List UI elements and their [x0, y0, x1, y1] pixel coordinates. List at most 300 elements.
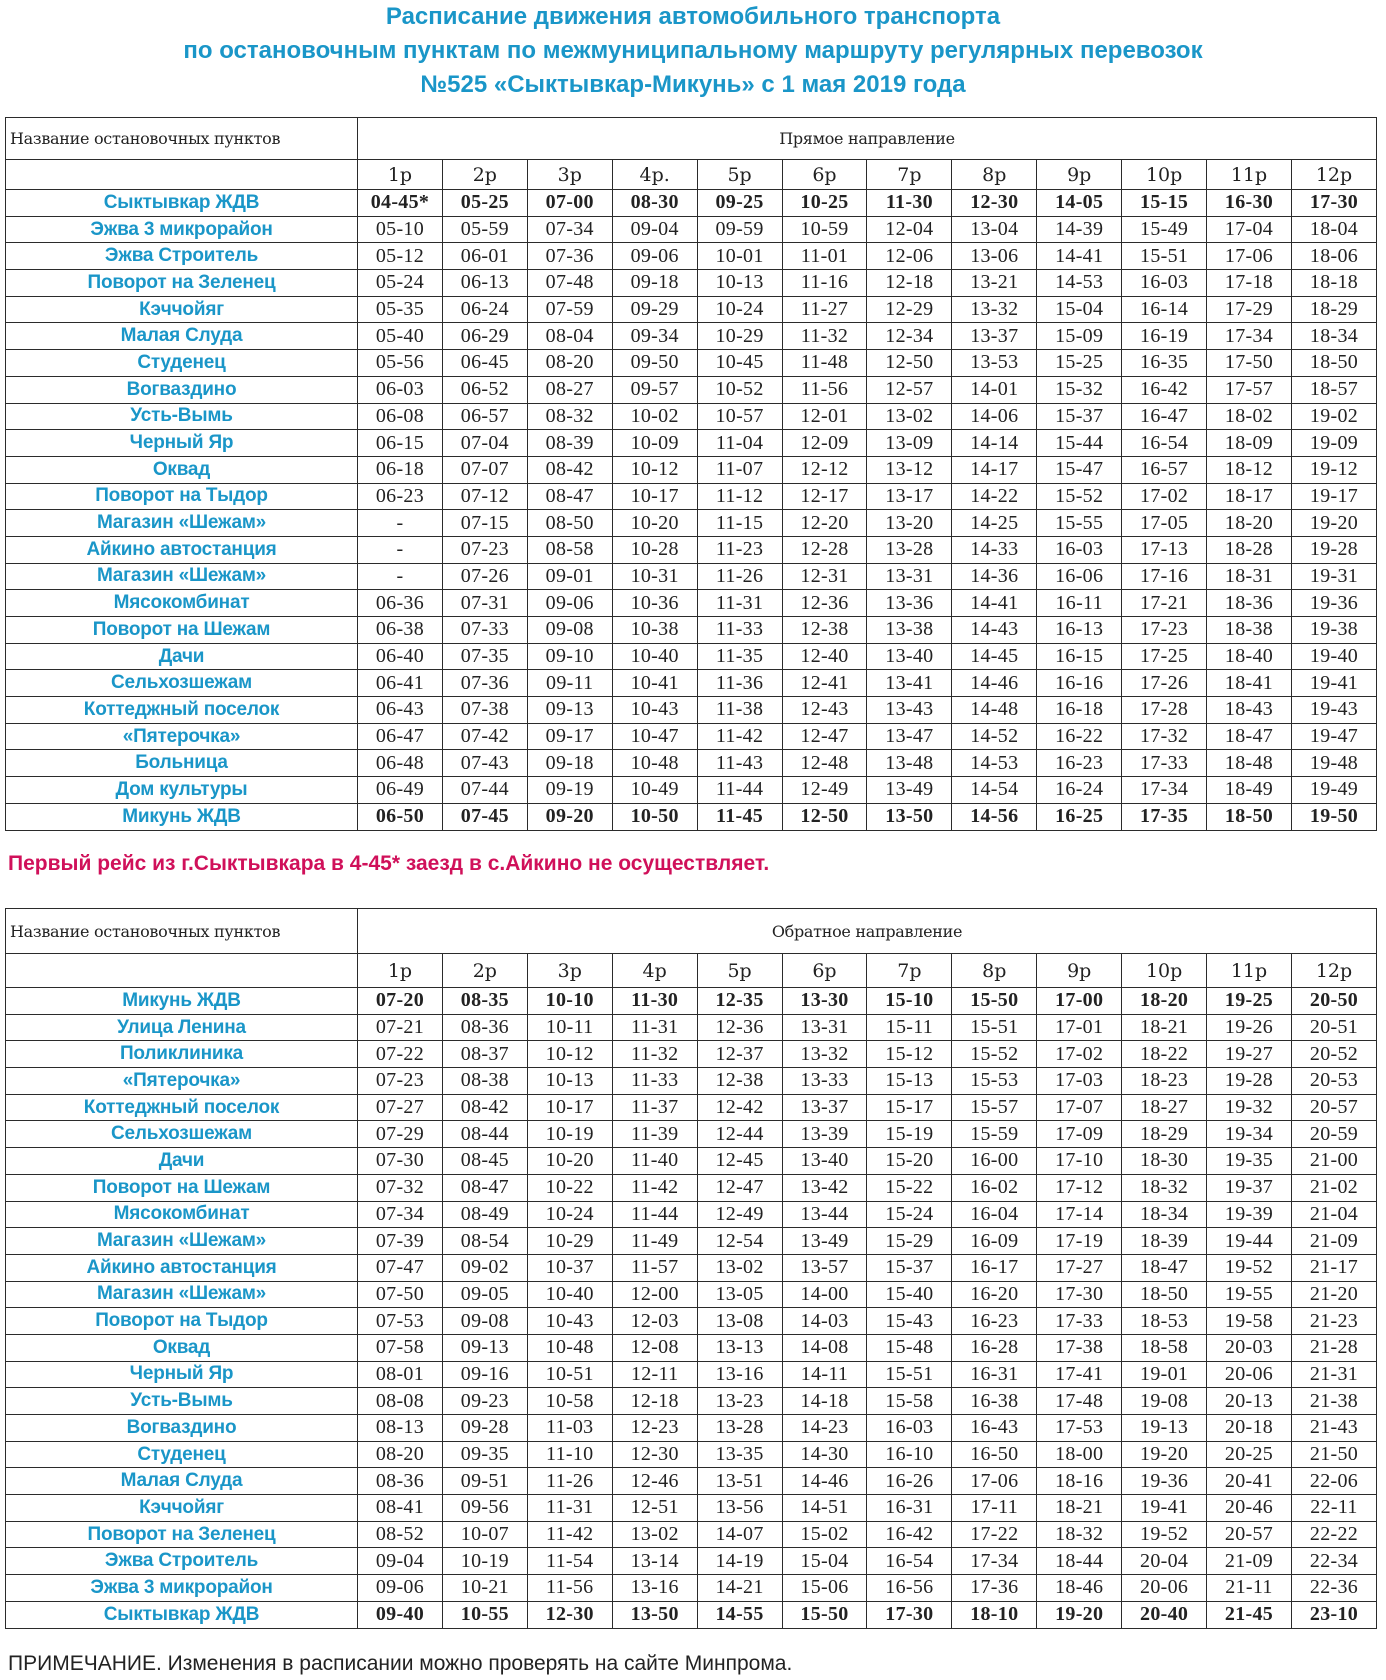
time-cell: 19-36 [1291, 590, 1376, 617]
empty-header-cell [6, 954, 358, 988]
time-cell: 14-03 [782, 1308, 867, 1335]
stop-name: Дом культуры [6, 777, 358, 804]
time-cell: 20-04 [1122, 1548, 1207, 1575]
time-cell: 17-34 [1207, 323, 1292, 350]
time-cell: 19-49 [1291, 777, 1376, 804]
time-cell: 15-15 [1122, 190, 1207, 217]
time-cell: 12-29 [867, 296, 952, 323]
time-cell: 12-41 [782, 670, 867, 697]
time-cell: 12-45 [697, 1148, 782, 1175]
time-cell: 07-23 [442, 536, 527, 563]
time-cell: 11-12 [697, 483, 782, 510]
time-cell: 11-45 [697, 803, 782, 830]
time-cell: 10-47 [612, 723, 697, 750]
stop-name: «Пятерочка» [6, 723, 358, 750]
run-header: 3р [527, 954, 612, 988]
time-cell: 19-52 [1122, 1521, 1207, 1548]
time-cell: 19-01 [1122, 1361, 1207, 1388]
stop-name: Оквад [6, 456, 358, 483]
time-cell: 13-16 [612, 1575, 697, 1602]
time-cell: 10-28 [612, 536, 697, 563]
time-cell: 13-49 [867, 777, 952, 804]
time-cell: 09-10 [527, 643, 612, 670]
time-cell: 15-25 [1037, 350, 1122, 377]
time-cell: 06-15 [358, 430, 443, 457]
time-cell: 12-31 [782, 563, 867, 590]
time-cell: 17-18 [1207, 270, 1292, 297]
time-cell: 13-37 [782, 1094, 867, 1121]
time-cell: 13-32 [782, 1041, 867, 1068]
time-cell: 18-23 [1122, 1068, 1207, 1095]
time-cell: 12-09 [782, 430, 867, 457]
time-cell: 20-46 [1207, 1495, 1292, 1522]
time-cell: 08-44 [442, 1121, 527, 1148]
time-cell: 10-37 [527, 1254, 612, 1281]
time-cell: 21-17 [1291, 1254, 1376, 1281]
time-cell: 16-47 [1122, 403, 1207, 430]
time-cell: 11-48 [782, 350, 867, 377]
time-cell: 14-46 [782, 1468, 867, 1495]
time-cell: 05-35 [358, 296, 443, 323]
table-row [6, 1121, 1377, 1148]
time-cell: 11-43 [697, 750, 782, 777]
time-cell: 13-05 [697, 1281, 782, 1308]
table-row [6, 777, 1377, 804]
time-cell: 10-17 [612, 483, 697, 510]
time-cell: 18-12 [1207, 456, 1292, 483]
time-cell: 20-52 [1291, 1041, 1376, 1068]
time-cell: 16-03 [1122, 270, 1207, 297]
stop-name: Эжва Строитель [6, 1548, 358, 1575]
time-cell: 17-21 [1122, 590, 1207, 617]
time-cell: 12-50 [782, 803, 867, 830]
time-cell: 13-53 [952, 350, 1037, 377]
footer-note: ПРИМЕЧАНИЕ. Изменения в расписании можно проверять на сайте Минпрома. [8, 1652, 793, 1675]
time-cell: 06-48 [358, 750, 443, 777]
run-header: 3р [527, 160, 612, 190]
time-cell: 19-08 [1122, 1388, 1207, 1415]
time-cell: 14-52 [952, 723, 1037, 750]
time-cell: 19-47 [1291, 723, 1376, 750]
time-cell: 06-50 [358, 803, 443, 830]
time-cell: 06-41 [358, 670, 443, 697]
time-cell: 12-57 [867, 376, 952, 403]
time-cell: 15-43 [867, 1308, 952, 1335]
time-cell: 11-57 [612, 1254, 697, 1281]
time-cell: 14-00 [782, 1281, 867, 1308]
time-cell: 11-15 [697, 510, 782, 537]
time-cell: 19-28 [1207, 1068, 1292, 1095]
time-cell: 12-17 [782, 483, 867, 510]
time-cell: 07-07 [442, 456, 527, 483]
time-cell: 11-27 [782, 296, 867, 323]
time-cell: 07-45 [442, 803, 527, 830]
time-cell: 07-35 [442, 643, 527, 670]
time-cell: 13-28 [867, 536, 952, 563]
time-cell: 15-29 [867, 1228, 952, 1255]
stop-name: Поворот на Тыдор [6, 1308, 358, 1335]
time-cell: 12-06 [867, 243, 952, 270]
time-cell: 12-00 [612, 1281, 697, 1308]
table-row [6, 216, 1377, 243]
run-header: 4р. [612, 160, 697, 190]
time-cell: 15-51 [867, 1361, 952, 1388]
time-cell: 17-53 [1037, 1415, 1122, 1442]
time-cell: 06-18 [358, 456, 443, 483]
time-cell: 15-09 [1037, 323, 1122, 350]
time-cell: 15-04 [782, 1548, 867, 1575]
time-cell: 18-34 [1291, 323, 1376, 350]
time-cell: 18-34 [1122, 1201, 1207, 1228]
time-cell: 17-29 [1207, 296, 1292, 323]
time-cell: 07-00 [527, 190, 612, 217]
stop-name: Эжва 3 микрорайон [6, 216, 358, 243]
page-title [0, 0, 1386, 102]
empty-header-cell [6, 160, 358, 190]
time-cell: 11-10 [527, 1441, 612, 1468]
time-cell: 06-49 [358, 777, 443, 804]
table-row [6, 430, 1377, 457]
stop-name: Коттеджный поселок [6, 1094, 358, 1121]
time-cell: 10-31 [612, 563, 697, 590]
time-cell: 11-31 [612, 1014, 697, 1041]
time-cell: 08-36 [442, 1014, 527, 1041]
time-cell: 12-48 [782, 750, 867, 777]
time-cell: 17-10 [1037, 1148, 1122, 1175]
stop-name: Оквад [6, 1334, 358, 1361]
time-cell: 11-32 [612, 1041, 697, 1068]
time-cell: 09-35 [442, 1441, 527, 1468]
time-cell: 17-41 [1037, 1361, 1122, 1388]
time-cell: 09-02 [442, 1254, 527, 1281]
table-row [6, 750, 1377, 777]
time-cell: 16-23 [1037, 750, 1122, 777]
time-cell: 13-37 [952, 323, 1037, 350]
time-cell: 10-55 [442, 1601, 527, 1628]
time-cell: 15-51 [952, 1014, 1037, 1041]
time-cell: 20-50 [1291, 988, 1376, 1015]
time-cell: 11-26 [527, 1468, 612, 1495]
stop-name: Эжва 3 микрорайон [6, 1575, 358, 1602]
table-row [6, 670, 1377, 697]
time-cell: 07-42 [442, 723, 527, 750]
time-cell: 20-18 [1207, 1415, 1292, 1442]
time-cell: 11-31 [697, 590, 782, 617]
time-cell: 20-57 [1291, 1094, 1376, 1121]
time-cell: 14-39 [1037, 216, 1122, 243]
time-cell: 10-12 [612, 456, 697, 483]
time-cell: 18-57 [1291, 376, 1376, 403]
stop-name: «Пятерочка» [6, 1068, 358, 1095]
time-cell: 14-05 [1037, 190, 1122, 217]
time-cell: 14-25 [952, 510, 1037, 537]
time-cell: 13-44 [782, 1201, 867, 1228]
table-row [6, 1521, 1377, 1548]
time-cell: 15-37 [867, 1254, 952, 1281]
forward-schedule-table [5, 117, 1377, 831]
time-cell: 11-56 [527, 1575, 612, 1602]
time-cell: 15-44 [1037, 430, 1122, 457]
time-cell: 19-37 [1207, 1174, 1292, 1201]
time-cell: 18-30 [1122, 1148, 1207, 1175]
table-row [6, 536, 1377, 563]
table-row [6, 1548, 1377, 1575]
time-cell: 19-13 [1122, 1415, 1207, 1442]
time-cell: 16-13 [1037, 617, 1122, 644]
time-cell: 10-40 [612, 643, 697, 670]
time-cell: 10-49 [612, 777, 697, 804]
time-cell: 17-19 [1037, 1228, 1122, 1255]
time-cell: 16-25 [1037, 803, 1122, 830]
time-cell: 12-01 [782, 403, 867, 430]
stop-name: Микунь ЖДВ [6, 988, 358, 1015]
time-cell: 07-22 [358, 1041, 443, 1068]
time-cell: 14-22 [952, 483, 1037, 510]
time-cell: 18-50 [1122, 1281, 1207, 1308]
time-cell: 20-41 [1207, 1468, 1292, 1495]
time-cell: 20-57 [1207, 1521, 1292, 1548]
time-cell: 12-49 [782, 777, 867, 804]
time-cell: 13-06 [952, 243, 1037, 270]
time-cell: 04-45* [358, 190, 443, 217]
title-line-1: Расписание движения автомобильного транспорта [385, 3, 1001, 30]
time-cell: 07-12 [442, 483, 527, 510]
time-cell: 17-16 [1122, 563, 1207, 590]
time-cell: 16-14 [1122, 296, 1207, 323]
time-cell: 07-36 [442, 670, 527, 697]
run-header: 7р [867, 160, 952, 190]
time-cell: 10-25 [782, 190, 867, 217]
time-cell: 19-52 [1207, 1254, 1292, 1281]
time-cell: 15-47 [1037, 456, 1122, 483]
time-cell: 17-28 [1122, 697, 1207, 724]
time-cell: 09-05 [442, 1281, 527, 1308]
time-cell: 08-58 [527, 536, 612, 563]
time-cell: 14-46 [952, 670, 1037, 697]
time-cell: 12-18 [867, 270, 952, 297]
time-cell: 17-02 [1122, 483, 1207, 510]
run-header: 11р [1207, 954, 1292, 988]
time-cell: 15-52 [952, 1041, 1037, 1068]
time-cell: 08-30 [612, 190, 697, 217]
time-cell: 11-07 [697, 456, 782, 483]
time-cell: 14-55 [697, 1601, 782, 1628]
time-cell: 16-09 [952, 1228, 1037, 1255]
time-cell: 13-23 [697, 1388, 782, 1415]
time-cell: - [358, 510, 443, 537]
table-row [6, 1388, 1377, 1415]
time-cell: 14-41 [1037, 243, 1122, 270]
time-cell: 19-41 [1291, 670, 1376, 697]
runs-row [6, 160, 1377, 190]
time-cell: 18-47 [1122, 1254, 1207, 1281]
time-cell: 17-11 [952, 1495, 1037, 1522]
time-cell: 17-33 [1122, 750, 1207, 777]
run-header: 9р [1037, 954, 1122, 988]
time-cell: 13-09 [867, 430, 952, 457]
time-cell: 14-30 [782, 1441, 867, 1468]
time-cell: 22-06 [1291, 1468, 1376, 1495]
time-cell: 16-54 [1122, 430, 1207, 457]
time-cell: 18-10 [952, 1601, 1037, 1628]
time-cell: 12-11 [612, 1361, 697, 1388]
time-cell: 18-36 [1207, 590, 1292, 617]
time-cell: 10-13 [697, 270, 782, 297]
time-cell: 18-29 [1122, 1121, 1207, 1148]
table-row [6, 1068, 1377, 1095]
time-cell: 19-44 [1207, 1228, 1292, 1255]
time-cell: 13-21 [952, 270, 1037, 297]
run-header: 10р [1122, 160, 1207, 190]
time-cell: 15-10 [867, 988, 952, 1015]
time-cell: 10-01 [697, 243, 782, 270]
time-cell: 07-34 [358, 1201, 443, 1228]
time-cell: 23-10 [1291, 1601, 1376, 1628]
time-cell: 06-13 [442, 270, 527, 297]
time-cell: 13-16 [697, 1361, 782, 1388]
time-cell: 10-59 [782, 216, 867, 243]
time-cell: 18-04 [1291, 216, 1376, 243]
time-cell: 09-18 [612, 270, 697, 297]
table-row [6, 1254, 1377, 1281]
time-cell: 17-14 [1037, 1201, 1122, 1228]
time-cell: 14-23 [782, 1415, 867, 1442]
time-cell: 11-30 [867, 190, 952, 217]
time-cell: 13-56 [697, 1495, 782, 1522]
time-cell: 15-59 [952, 1121, 1037, 1148]
run-header: 6р [782, 954, 867, 988]
time-cell: 19-50 [1291, 803, 1376, 830]
table-row [6, 803, 1377, 830]
time-cell: 10-12 [527, 1041, 612, 1068]
time-cell: 07-59 [527, 296, 612, 323]
time-cell: 10-10 [527, 988, 612, 1015]
time-cell: 08-01 [358, 1361, 443, 1388]
table-row [6, 323, 1377, 350]
time-cell: 11-39 [612, 1121, 697, 1148]
time-cell: 18-22 [1122, 1041, 1207, 1068]
stop-name: Сельхозшежам [6, 1121, 358, 1148]
time-cell: 15-50 [782, 1601, 867, 1628]
time-cell: 19-20 [1291, 510, 1376, 537]
first-trip-note: Первый рейс из г.Сыктывкара в 4-45* заезд в с.Айкино не осуществляет. [8, 852, 770, 875]
time-cell: 15-55 [1037, 510, 1122, 537]
time-cell: 07-33 [442, 617, 527, 644]
time-cell: 17-35 [1122, 803, 1207, 830]
time-cell: 08-27 [527, 376, 612, 403]
time-cell: 18-58 [1122, 1334, 1207, 1361]
time-cell: 18-48 [1207, 750, 1292, 777]
stop-name: Магазин «Шежам» [6, 563, 358, 590]
time-cell: 16-35 [1122, 350, 1207, 377]
time-cell: 11-32 [782, 323, 867, 350]
time-cell: 09-04 [358, 1548, 443, 1575]
time-cell: 10-07 [442, 1521, 527, 1548]
time-cell: 13-33 [782, 1068, 867, 1095]
time-cell: 18-29 [1291, 296, 1376, 323]
time-cell: 17-30 [1037, 1281, 1122, 1308]
time-cell: 08-13 [358, 1415, 443, 1442]
time-cell: 09-56 [442, 1495, 527, 1522]
time-cell: 08-47 [527, 483, 612, 510]
stop-name: Улица Ленина [6, 1014, 358, 1041]
stop-name: Кэччойяг [6, 1495, 358, 1522]
stop-name-header: Название остановочных пунктов [6, 118, 358, 160]
time-cell: 21-00 [1291, 1148, 1376, 1175]
stop-name: Поворот на Зеленец [6, 1521, 358, 1548]
time-cell: 12-38 [782, 617, 867, 644]
time-cell: 08-45 [442, 1148, 527, 1175]
time-cell: 12-03 [612, 1308, 697, 1335]
time-cell: 14-36 [952, 563, 1037, 590]
time-cell: 17-30 [867, 1601, 952, 1628]
time-cell: 12-30 [527, 1601, 612, 1628]
table-row [6, 1415, 1377, 1442]
stop-name: Магазин «Шежам» [6, 1228, 358, 1255]
time-cell: 21-09 [1291, 1228, 1376, 1255]
time-cell: 15-19 [867, 1121, 952, 1148]
time-cell: 11-42 [697, 723, 782, 750]
time-cell: 21-20 [1291, 1281, 1376, 1308]
time-cell: 20-13 [1207, 1388, 1292, 1415]
time-cell: 10-09 [612, 430, 697, 457]
direction-header: Прямое направление [358, 118, 1377, 160]
time-cell: 19-26 [1207, 1014, 1292, 1041]
time-cell: 18-18 [1291, 270, 1376, 297]
time-cell: 06-43 [358, 697, 443, 724]
time-cell: 11-01 [782, 243, 867, 270]
time-cell: 15-49 [1122, 216, 1207, 243]
time-cell: 12-38 [697, 1068, 782, 1095]
time-cell: 17-36 [952, 1575, 1037, 1602]
header-row [6, 909, 1377, 954]
time-cell: 14-53 [1037, 270, 1122, 297]
time-cell: 21-50 [1291, 1441, 1376, 1468]
time-cell: 06-40 [358, 643, 443, 670]
time-cell: 14-33 [952, 536, 1037, 563]
time-cell: 16-26 [867, 1468, 952, 1495]
time-cell: 13-49 [782, 1228, 867, 1255]
time-cell: 20-53 [1291, 1068, 1376, 1095]
time-cell: 09-18 [527, 750, 612, 777]
time-cell: 09-29 [612, 296, 697, 323]
time-cell: 21-45 [1207, 1601, 1292, 1628]
time-cell: 18-47 [1207, 723, 1292, 750]
stop-name: Черный Яр [6, 430, 358, 457]
time-cell: 19-58 [1207, 1308, 1292, 1335]
time-cell: 07-44 [442, 777, 527, 804]
time-cell: 13-02 [867, 403, 952, 430]
time-cell: 22-34 [1291, 1548, 1376, 1575]
time-cell: 14-06 [952, 403, 1037, 430]
time-cell: 15-48 [867, 1334, 952, 1361]
time-cell: 18-06 [1291, 243, 1376, 270]
stop-name: Малая Слуда [6, 1468, 358, 1495]
time-cell: 21-31 [1291, 1361, 1376, 1388]
time-cell: 08-35 [442, 988, 527, 1015]
time-cell: 11-03 [527, 1415, 612, 1442]
time-cell: 17-12 [1037, 1174, 1122, 1201]
time-cell: 20-25 [1207, 1441, 1292, 1468]
time-cell: 15-40 [867, 1281, 952, 1308]
time-cell: 15-24 [867, 1201, 952, 1228]
stop-name: Поворот на Шежам [6, 1174, 358, 1201]
time-cell: 09-13 [527, 697, 612, 724]
time-cell: 16-50 [952, 1441, 1037, 1468]
time-cell: 19-31 [1291, 563, 1376, 590]
time-cell: 08-49 [442, 1201, 527, 1228]
time-cell: 17-25 [1122, 643, 1207, 670]
